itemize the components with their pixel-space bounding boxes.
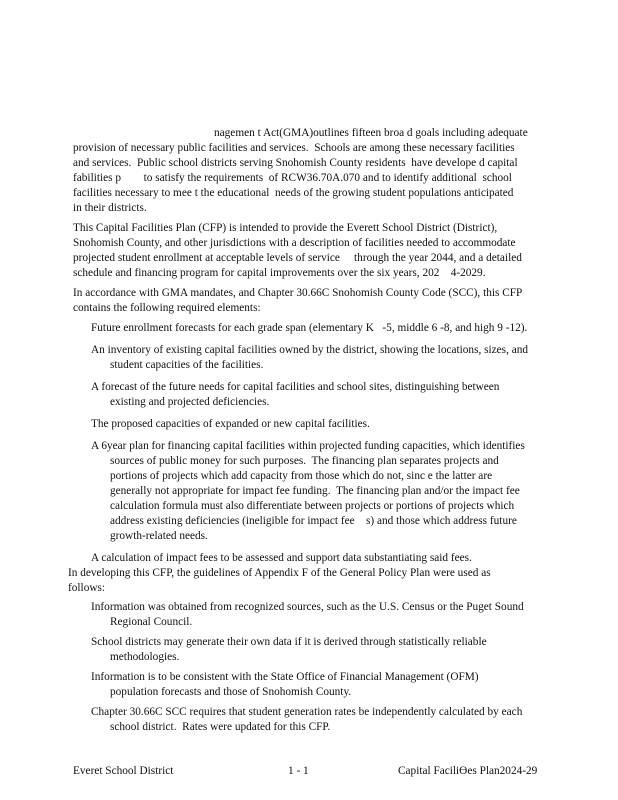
gma-paragraph: [73, 286, 563, 316]
text-line: Snohomish County, and other jurisdictions with a description of facilities needed to accommodate: [73, 237, 516, 249]
text-line: In accordance with GMA mandates, and Chapter 30.66C Snohomish County Code (SCC), this CFP: [73, 287, 523, 299]
list-item: [91, 635, 561, 665]
text-line: in their districts.: [73, 202, 147, 214]
list-item: [91, 380, 561, 410]
list-item: [91, 321, 561, 336]
list-item-line: generally not appropriate for impact fee funding. The financing plan and/or the impact fee: [110, 485, 520, 497]
list-item: [91, 551, 561, 566]
text-line: This Capital Facilities Plan (CFP) is intended to provide the Everett School District (District),: [73, 222, 498, 234]
list-item-line: Information is to be consistent with the State Office of Financial Management (OFM): [91, 671, 479, 683]
intro-first-line: nagemen t Act(GMA)outlines fifteen broa d goals including adequate: [214, 127, 528, 139]
list-item-line: address existing deficiencies (ineligible for impact fee s) and those which address future: [110, 515, 517, 527]
list-item-line: The proposed capacities of expanded or new capital facilities.: [91, 418, 370, 430]
cfp-purpose-paragraph: [73, 221, 563, 281]
text-line: facilities necessary to mee t the educational needs of the growing student populations anticipated: [73, 187, 514, 199]
list-item-line: A 6year plan for financing capital facilities within projected funding capacities, which identifies: [91, 440, 525, 452]
list-item: [91, 417, 561, 432]
list-item: [91, 600, 561, 630]
text-line: schedule and financing program for capital improvements over the six years, 202 4-2029.: [73, 267, 486, 279]
text-line: projected student enrollment at acceptable levels of service through the year 2044, and a detailed: [73, 252, 522, 264]
text-line: and services. Public school districts serving Snohomish County residents have develope d capital: [73, 157, 518, 169]
list-item-line: population forecasts and those of Snohomish County.: [110, 686, 352, 698]
guidelines-list: [91, 600, 561, 735]
list-item-line: An inventory of existing capital facilities owned by the district, showing the locations, sizes, and: [91, 344, 529, 356]
footer-page-number: 1 - 1: [288, 765, 309, 777]
list-item-line: A calculation of impact fees to be assessed and support data substantiating said fees.: [91, 552, 472, 564]
list-item-line: Regional Council.: [110, 616, 193, 628]
intro-paragraph: [73, 126, 549, 216]
text-line: contains the following required elements:: [73, 302, 261, 314]
list-item-line: calculation formula must also differentiate between projects or portions of projects which: [110, 500, 515, 512]
list-item-line: school district. Rates were updated for this CFP.: [110, 721, 331, 733]
list-item-line: Information was obtained from recognized sources, such as the U.S. Census or the Puget Sound: [91, 601, 524, 613]
list-item: [91, 670, 561, 700]
text-line: follows:: [68, 582, 106, 594]
list-item: [91, 343, 561, 373]
list-item-line: portions of projects which add capacity from those which do not, sinc e the latter are: [110, 470, 493, 482]
list-item-line: growth-related needs.: [110, 530, 208, 542]
text-line: fabilities p to satisfy the requirements of RCW36.70A.070 and to identify additional school: [73, 172, 512, 184]
footer-district: Everet School District: [73, 765, 174, 777]
list-item-line: methodologies.: [110, 651, 180, 663]
intro-rest-lines: [73, 141, 549, 216]
text-line: provision of necessary public facilities and services. Schools are among these necessary facilities: [73, 142, 515, 154]
list-item-line: A forecast of the future needs for capital facilities and school sites, distinguishing between: [91, 381, 500, 393]
list-item: [91, 439, 561, 544]
list-item-line: existing and projected deficiencies.: [110, 396, 270, 408]
text-line: In developing this CFP, the guidelines of Appendix F of the General Policy Plan were used as: [68, 567, 491, 579]
list-item-line: sources of public money for such purposes. The financing plan separates projects and: [110, 455, 499, 467]
list-item-line: Chapter 30.66C SCC requires that student generation rates be independently calculated by each: [91, 706, 523, 718]
footer-plan-title: Capital FaciliӨes Plan2024-29: [398, 765, 538, 777]
list-item: [91, 705, 561, 735]
guidelines-paragraph: [68, 566, 558, 596]
list-item-line: School districts may generate their own data if it is derived through statistically reliable: [91, 636, 487, 648]
list-item-line: student capacities of the facilities.: [110, 359, 264, 371]
list-item-line: Future enrollment forecasts for each grade span (elementary K -5, middle 6 -8, and high 9 -12).: [91, 322, 528, 334]
required-elements-list: [91, 321, 561, 566]
